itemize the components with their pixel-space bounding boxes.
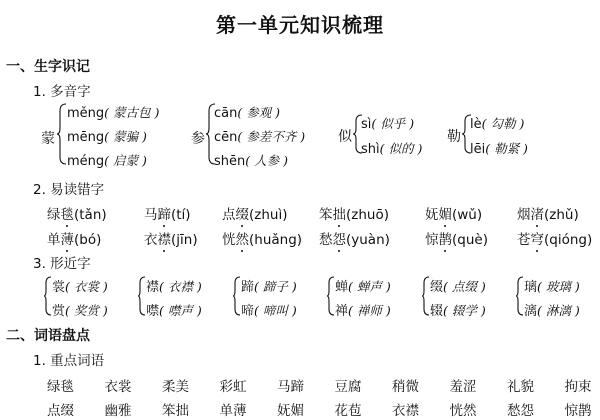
keyword: 稍微 [392, 379, 419, 395]
polyphonic-reading: méng( 启蒙 ) [67, 153, 147, 169]
misread-word: 绿毯(tǎn) [47, 203, 107, 223]
brace-icon [233, 276, 241, 316]
polyphonic-char-le: 勒 [447, 129, 461, 145]
keyword: 拘束 [564, 379, 592, 395]
similar-char-entry: 缀( 点缀 ) [430, 279, 486, 295]
polyphonic-reading: shēn( 人参 ) [214, 153, 288, 169]
misread-word: 马蹄(tí) [144, 203, 191, 223]
keyword: 笨拙 [162, 403, 189, 419]
keyword: 彩虹 [219, 379, 247, 395]
keyword: 柔美 [162, 379, 189, 395]
similar-char-entry: 襟( 衣襟 ) [146, 279, 202, 295]
keyword: 羞涩 [449, 379, 477, 395]
section-title-2: 二、词语盘点 [6, 328, 90, 344]
brace-icon [57, 103, 67, 165]
keyword: 妩媚 [277, 403, 304, 419]
misread-word: 愁怨(yuàn) [319, 228, 390, 248]
misread-word: 衣襟(jīn) [144, 228, 198, 248]
keyword: 恍然 [449, 403, 477, 419]
polyphonic-reading: cān( 参观 ) [214, 105, 281, 121]
subsection-title-misread: 2. 易读错字 [33, 182, 105, 198]
brace-icon [138, 276, 146, 316]
brace-icon [422, 276, 430, 316]
keyword: 衣襟 [392, 403, 419, 419]
keyword: 幽雅 [104, 403, 132, 419]
polyphonic-reading: cēn( 参差不齐 ) [214, 129, 306, 145]
similar-char-entry: 蹄( 蹄子 ) [241, 279, 297, 295]
misread-word: 点缀(zhuì) [222, 203, 287, 223]
similar-char-entry: 蝉( 蝉声 ) [335, 279, 391, 295]
keyword-row [47, 375, 600, 395]
polyphonic-reading: lè( 勾勒 ) [470, 116, 525, 132]
brace-icon [327, 276, 335, 316]
keyword-row [47, 399, 600, 419]
polyphonic-reading: sì( 似乎 ) [361, 116, 415, 132]
misread-word: 烟渚(zhǔ) [517, 203, 579, 223]
polyphonic-char-can: 参 [191, 131, 205, 147]
keyword: 单薄 [219, 403, 247, 419]
similar-char-entry: 啼( 啼叫 ) [241, 303, 297, 319]
polyphonic-char-meng: 蒙 [41, 131, 55, 147]
brace-icon [516, 276, 524, 316]
keyword: 马蹄 [277, 379, 304, 395]
keyword: 惊鹊 [564, 403, 592, 419]
similar-char-entry: 赏( 奖赏 ) [52, 303, 108, 319]
similar-char-entry: 禅( 禅师 ) [335, 303, 391, 319]
section-title-1: 一、生字识记 [6, 59, 90, 75]
keyword: 礼貌 [507, 379, 534, 395]
polyphonic-reading: lēi( 勒紧 ) [470, 141, 528, 157]
similar-char-entry: 璃( 玻璃 ) [524, 279, 580, 295]
polyphonic-reading: měng( 蒙古包 ) [67, 105, 160, 121]
subsection-title-similar: 3. 形近字 [33, 256, 91, 272]
polyphonic-char-si: 似 [338, 129, 352, 145]
keyword: 豆腐 [334, 379, 362, 395]
keyword: 绿毯 [47, 379, 74, 395]
similar-char-entry: 辍( 辍学 ) [430, 303, 486, 319]
similar-char-entry: 裳( 衣裳 ) [52, 279, 108, 295]
misread-word: 惊鹊(què) [425, 228, 488, 248]
polyphonic-reading: mēng( 蒙骗 ) [67, 129, 147, 145]
subsection-title-keywords: 1. 重点词语 [33, 353, 105, 369]
polyphonic-reading: shì( 似的 ) [361, 141, 423, 157]
subsection-title-polyphonic: 1. 多音字 [33, 84, 91, 100]
similar-char-entry: 漓( 淋漓 ) [524, 303, 580, 319]
similar-char-entry: 噤( 噤声 ) [146, 303, 202, 319]
brace-icon [44, 276, 52, 316]
keyword: 衣裳 [104, 379, 132, 395]
misread-word: 笨拙(zhuō) [319, 203, 389, 223]
misread-word: 单薄(bó) [47, 228, 101, 248]
keyword: 愁怨 [507, 403, 534, 419]
misread-word: 恍然(huǎng) [222, 228, 302, 248]
misread-word: 苍穹(qióng) [517, 228, 592, 248]
keyword: 花苞 [334, 403, 362, 419]
keyword: 点缀 [47, 403, 74, 419]
misread-word: 妩媚(wǔ) [425, 203, 482, 223]
page-title: 第一单元知识梳理 [216, 13, 384, 37]
